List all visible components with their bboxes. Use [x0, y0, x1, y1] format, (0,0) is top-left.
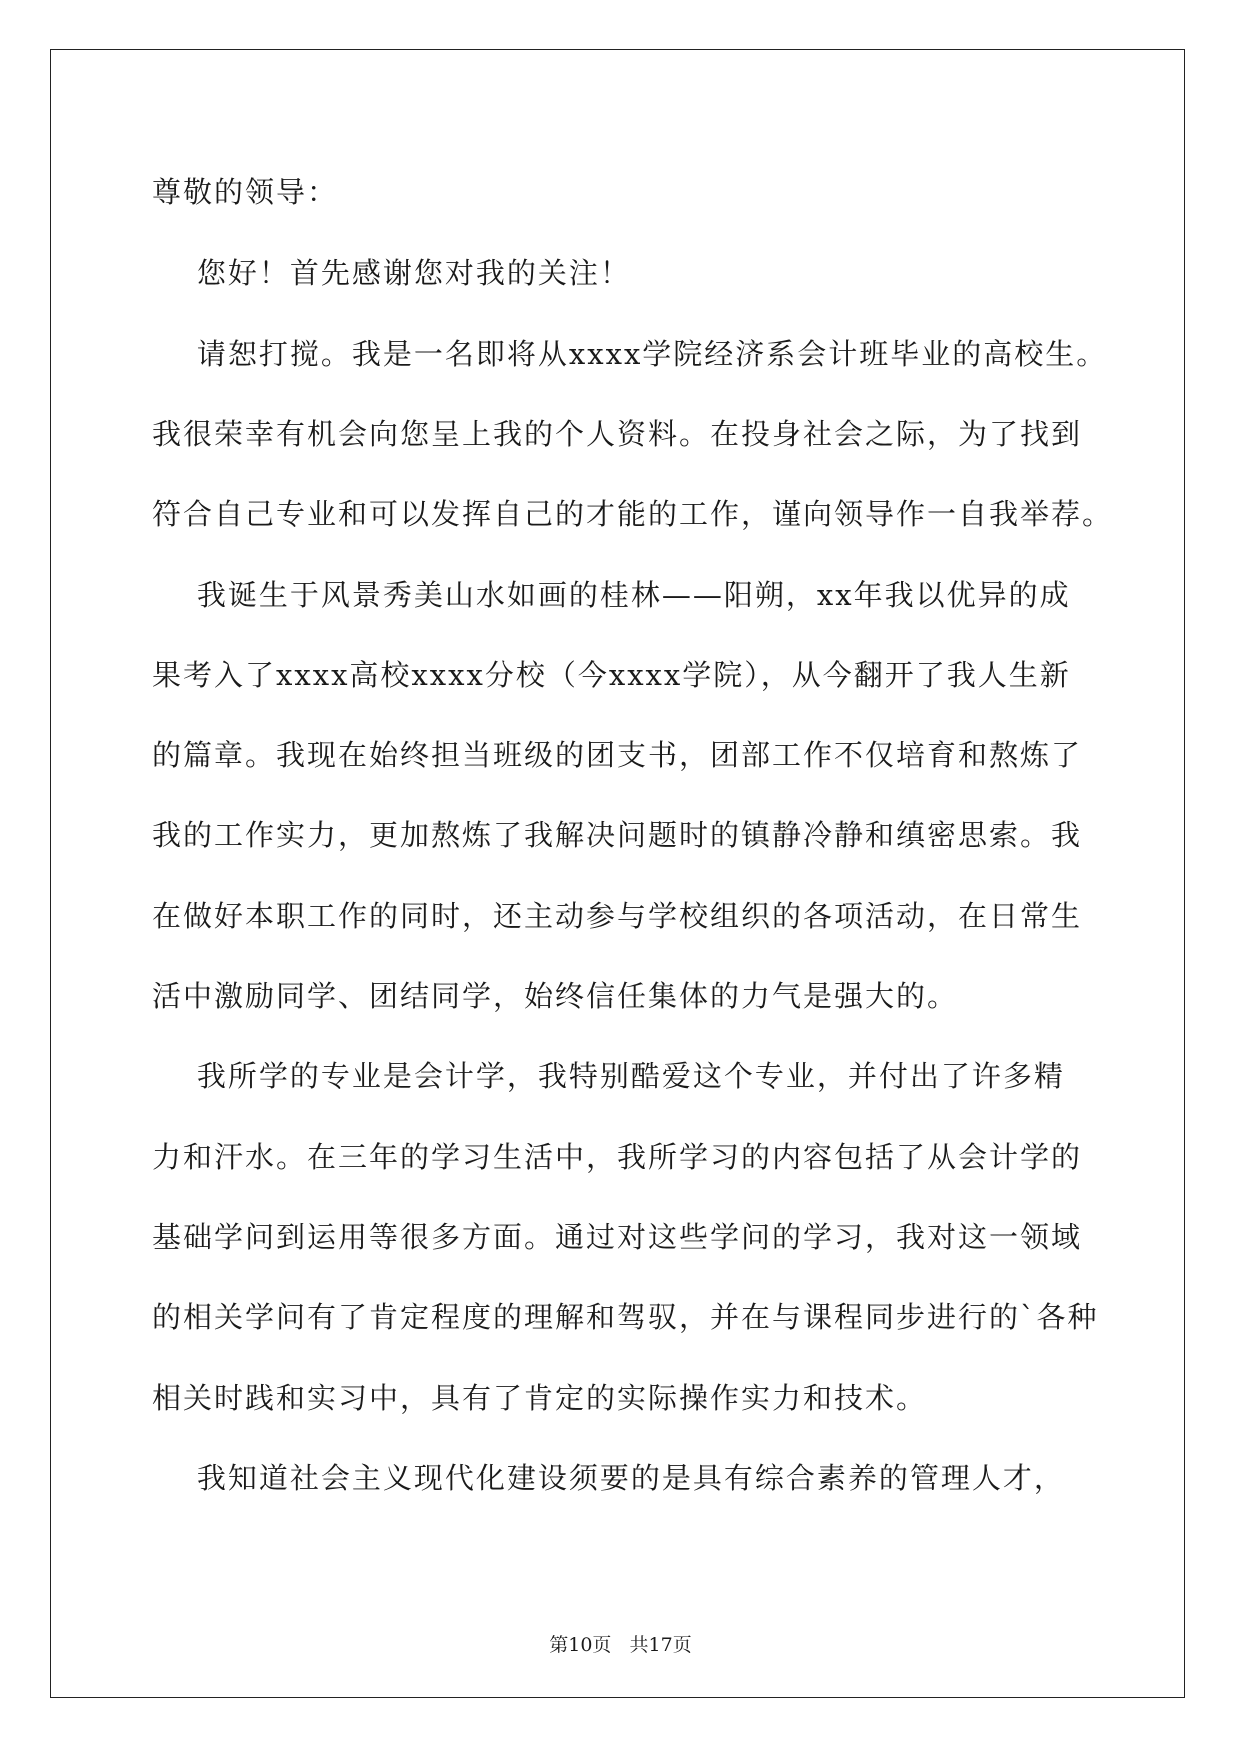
body-line: 的相关学问有了肯定程度的理解和驾驭，并在与课程同步进行的`各种 [152, 1300, 1099, 1334]
greeting-line: 尊敬的领导： [152, 175, 339, 209]
body-line: 我所学的专业是会计学，我特别酷爱这个专业，并付出了许多精 [152, 1059, 1065, 1093]
body-line: 基础学问到运用等很多方面。通过对这些学问的学习，我对这一领域 [152, 1220, 1083, 1254]
body-line: 我诞生于风景秀美山水如画的桂林——阳朔，xx年我以优异的成 [152, 578, 1071, 612]
body-line: 果考入了xxxx高校xxxx分校（今xxxx学院），从今翻开了我人生新 [152, 658, 1071, 692]
body-line: 活中激励同学、团结同学，始终信任集体的力气是强大的。 [152, 979, 959, 1013]
page-number-footer: 第10页 共17页 [549, 1634, 692, 1656]
body-line: 请恕打搅。我是一名即将从xxxx学院经济系会计班毕业的高校生。 [152, 337, 1108, 371]
body-line: 符合自己专业和可以发挥自己的才能的工作，谨向领导作一自我举荐。 [152, 497, 1114, 531]
body-line: 的篇章。我现在始终担当班级的团支书，团部工作不仅培育和熬炼了 [152, 738, 1083, 772]
body-line: 相关时践和实习中，具有了肯定的实际操作实力和技术。 [152, 1381, 928, 1415]
body-line: 力和汗水。在三年的学习生活中，我所学习的内容包括了从会计学的 [152, 1140, 1083, 1174]
body-line: 我的工作实力，更加熬炼了我解决问题时的镇静冷静和缜密思索。我 [152, 818, 1083, 852]
body-line: 我知道社会主义现代化建设须要的是具有综合素养的管理人才， [152, 1461, 1065, 1495]
body-line: 在做好本职工作的同时，还主动参与学校组织的各项活动，在日常生 [152, 899, 1083, 933]
body-line: 您好！首先感谢您对我的关注！ [152, 256, 631, 290]
body-line: 我很荣幸有机会向您呈上我的个人资料。在投身社会之际，为了找到 [152, 417, 1083, 451]
page-border [50, 49, 1185, 1698]
